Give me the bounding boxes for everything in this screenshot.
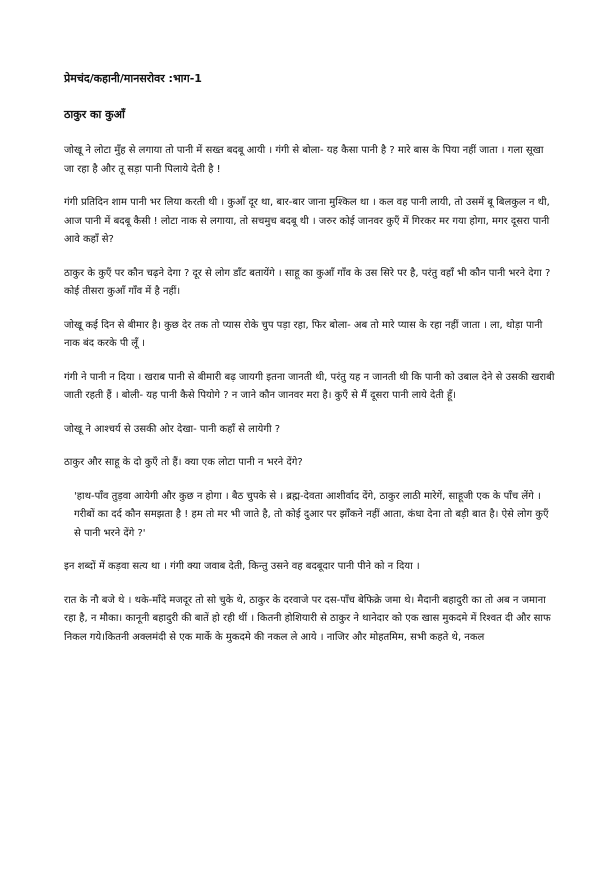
paragraph-8-quote: 'हाथ-पाँव तुड़वा आयेगी और कुछ न होगा । बैठ चुपके से । ब्रह्म-देवता आशीर्वाद देंगे, ठाकुर लाठी मारेगें, साहूजी एक के पाँच लेंगे । गरीबों का दर्द कौन समझता है ! हम तो मर भी जाते है, तो कोई दुआर पर झाँकने नहीं आता, कंधा देना तो बड़ी बात है। ऐसे लोग कुएँ से पानी भरने देंगे ?' <box>74 490 549 539</box>
document-page <box>64 72 556 647</box>
paragraph-4: जोखू कई दिन से बीमार है। कुछ देर तक तो प्यास रोके चुप पड़ा रहा, फिर बोला- अब तो मारे प्यास के रहा नहीं जाता । ला, थोड़ा पानी नाक बंद करके पी लूँ । <box>64 319 543 349</box>
document-header: प्रेमचंद/कहानी/मानसरोवर :भाग-1 <box>64 72 202 85</box>
paragraph-9: इन शब्दों में कड़वा सत्य था । गंगी क्या जवाब देती, किन्तु उसने वह बदबूदार पानी पीने को न दिया । <box>64 561 420 572</box>
paragraph-7: ठाकुर और साहू के दो कुएँ तो हैं। क्या एक लोटा पानी न भरने देंगे? <box>64 457 303 468</box>
paragraph-6: जोखू ने आश्चर्य से उसकी ओर देखा- पानी कहाँ से लायेगी ? <box>64 423 281 435</box>
paragraph-2: गंगी प्रतिदिन शाम पानी भर लिया करती थी । कुआँ दूर था, बार-बार जाना मुश्किल था । कल वह पानी लायी, तो उसमें बू बिलकुल न थी, आज पानी में बदबू कैसी ! लोटा नाक से लगाया, तो सचमुच बदबू थी । जरुर कोई जानवर कुएँ में गिरकर मर गया होगा, मगर दूसरा पानी आवे कहाँ से? <box>64 197 550 245</box>
paragraph-3: ठाकुर के कुएँ पर कौन चढ़ने देगा ? दूर से लोग डाँट बतायेंगे । साहू का कुआँ गाँव के उस सिरे पर है, परंतु वहाँ भी कौन पानी भरने देगा ? कोई तीसरा कुआँ गाँव में है नहीं। <box>64 267 551 297</box>
paragraph-10: रात के नौ बजे थे । थके-माँदे मजदूर तो सो चुके थे, ठाकुर के दरवाजे पर दस-पाँच बेफिक्रे जमा थे। मैदानी बहादुरी का तो अब न जमाना रहा है, न मौका। कानूनी बहादुरी की बातें हो रही थीं । कितनी होशियारी से ठाकुर ने थानेदार को एक खास मुकदमे में रिश्वत दी और साफ निकल गये।कितनी अक्लमंदी से एक मार्के के मुकदमे की नकल ले आये । नाजिर और मोहतमिम, सभी कहते थे, नकल <box>64 594 551 643</box>
story-title: ठाकुर का कुआँ <box>64 108 125 121</box>
paragraph-1: जोखू ने लोटा मुँह से लगाया तो पानी में सख्त बदबू आयी । गंगी से बोला- यह कैसा पानी है ? मारे बास के पिया नहीं जाता । गला सूखा जा रहा है और तू सड़ा पानी पिलाये देती है ! <box>64 145 544 175</box>
paragraph-5: गंगी ने पानी न दिया । खराब पानी से बीमारी बढ़ जायगी इतना जानती थी, परंतु यह न जानती थी कि पानी को उबाल देने से उसकी खराबी जाती रहती हैं । बोली- यह पानी कैसे पियोगे ? न जाने कौन जानवर मरा है। कुएँ से मैं दूसरा पानी लाये देती हूँ। <box>64 371 555 401</box>
